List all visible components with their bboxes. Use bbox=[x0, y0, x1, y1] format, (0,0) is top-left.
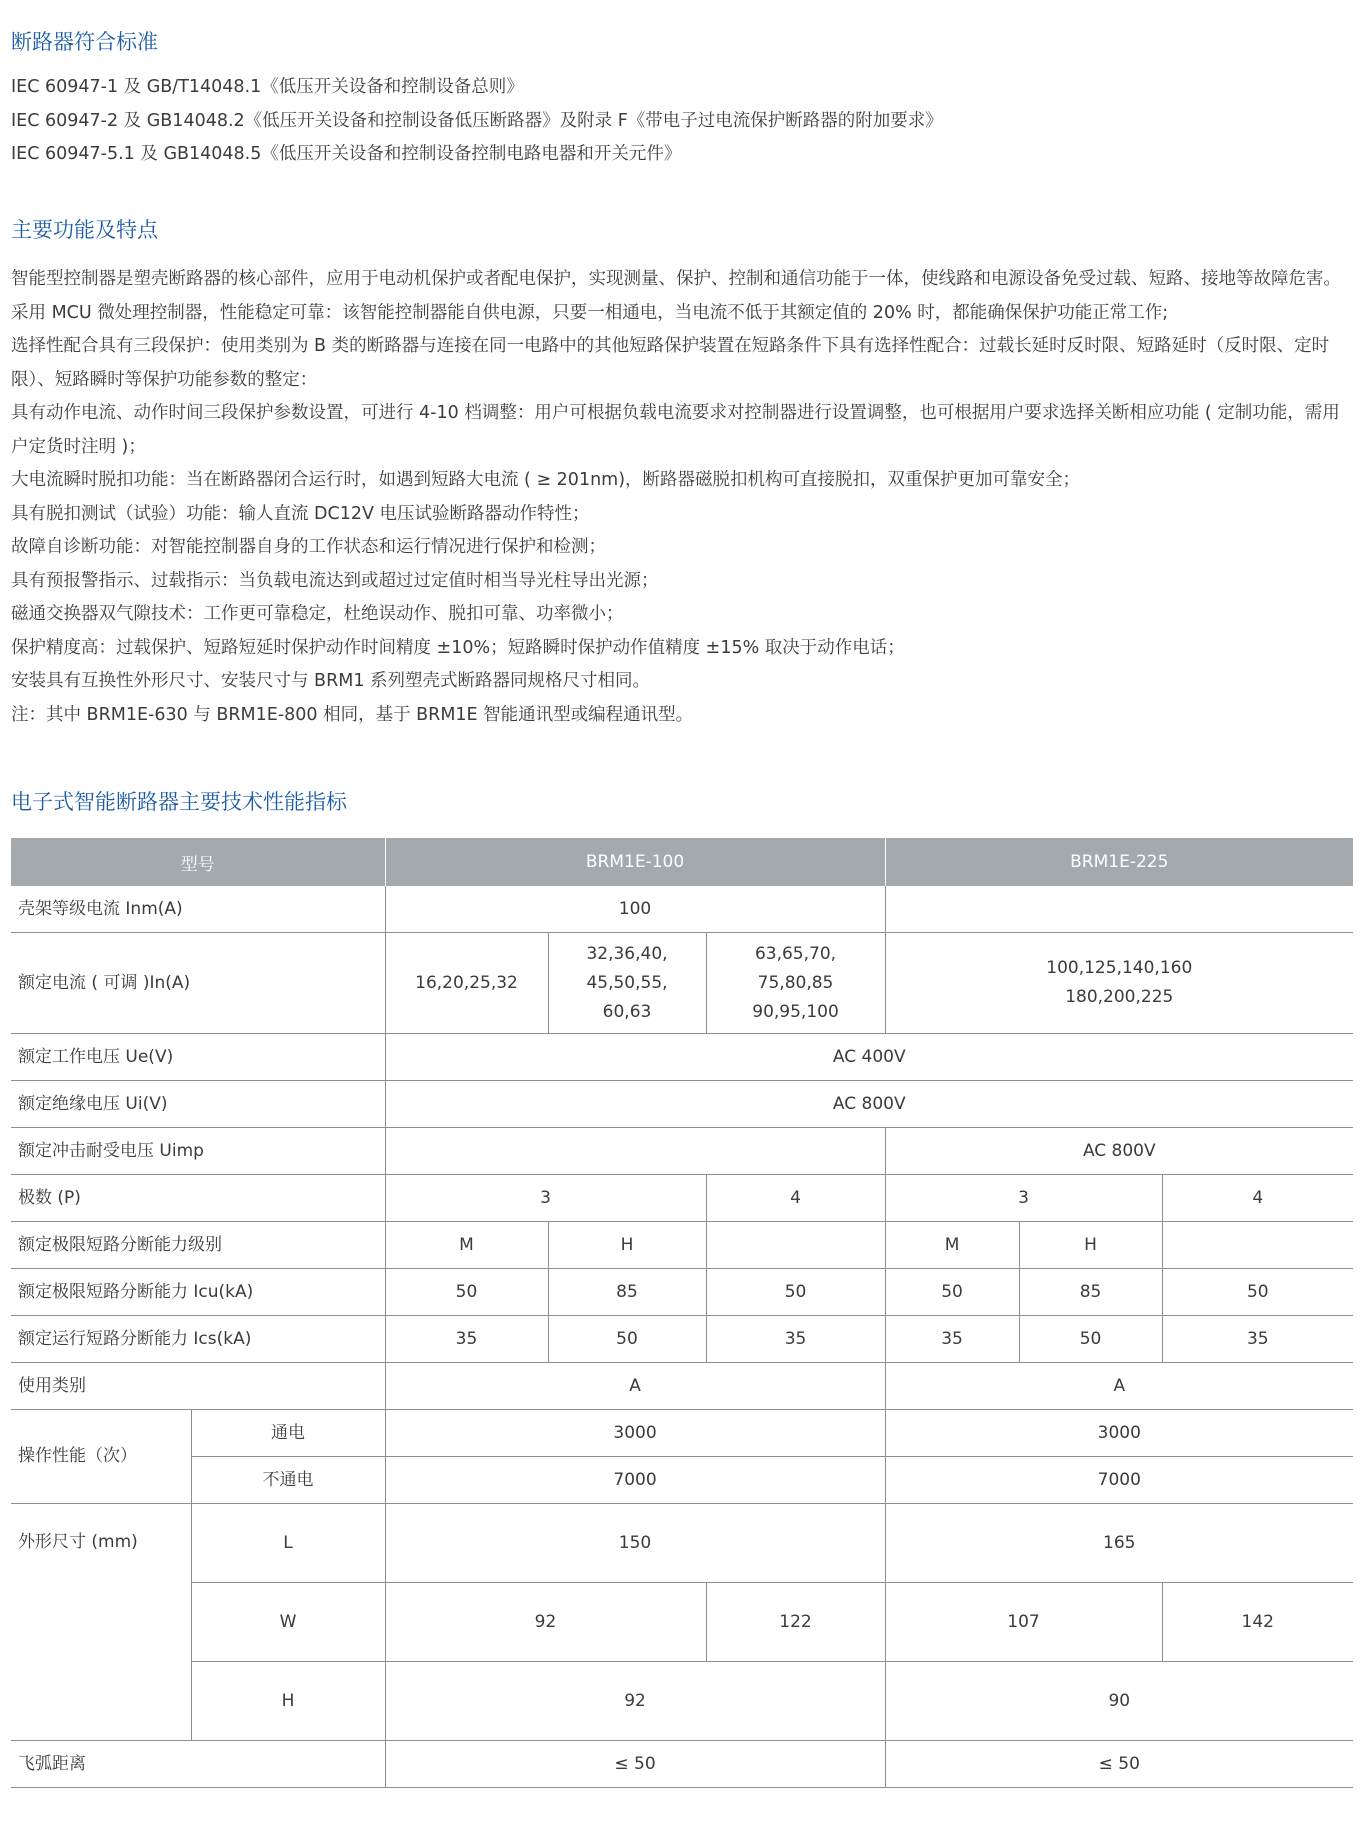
cell-line: 90,95,100 bbox=[752, 1001, 839, 1022]
row-label: 额定工作电压 Ue(V) bbox=[11, 1034, 385, 1081]
cell: 4 bbox=[706, 1175, 885, 1222]
cell: 92 bbox=[385, 1583, 706, 1662]
cell: 3 bbox=[885, 1175, 1162, 1222]
cell-line: 32,36,40, bbox=[586, 943, 668, 964]
cell: 35 bbox=[1162, 1316, 1353, 1363]
cell: 90 bbox=[885, 1662, 1353, 1741]
table-row bbox=[11, 1081, 1353, 1128]
features-list bbox=[11, 263, 1353, 732]
cell-line: 100,125,140,160 bbox=[1046, 958, 1193, 978]
row-label: 额定极限短路分断能力级别 bbox=[11, 1222, 385, 1269]
row-label: 极数 (P) bbox=[11, 1175, 385, 1222]
cell-line: 75,80,85 bbox=[757, 972, 834, 993]
features-heading: 主要功能及特点 bbox=[11, 218, 158, 242]
row-label: 额定绝缘电压 Ui(V) bbox=[11, 1081, 385, 1128]
features-paragraph: 具有脱扣测试（试验）功能：输人直流 DC12V 电压试验断路器动作特性； bbox=[11, 503, 590, 524]
cell bbox=[706, 933, 885, 1034]
table-row bbox=[11, 1175, 1353, 1222]
cell-line: 45,50,55, bbox=[586, 972, 668, 993]
cell: ≤ 50 bbox=[885, 1741, 1353, 1788]
table-row bbox=[11, 1741, 1353, 1788]
table-row bbox=[11, 886, 1353, 933]
cell: AC 800V bbox=[885, 1128, 1353, 1175]
cell: 35 bbox=[706, 1316, 885, 1363]
table-row bbox=[11, 1222, 1353, 1269]
cell bbox=[706, 1222, 885, 1269]
cell: 92 bbox=[385, 1662, 885, 1741]
cell: M bbox=[885, 1222, 1019, 1269]
row-label: 额定电流 ( 可调 )In(A) bbox=[11, 933, 385, 1034]
features-paragraph: 智能型控制器是塑壳断路器的核心部件，应用于电动机保护或者配电保护，实现测量、保护、控制和通信功能于一体，使线路和电源设备免受过载、短路、接地等故障危害。 bbox=[11, 269, 1341, 289]
cell: 50 bbox=[706, 1269, 885, 1316]
header-brm1e-225: BRM1E-225 bbox=[885, 838, 1353, 886]
header-model: 型号 bbox=[11, 838, 385, 886]
cell: 107 bbox=[885, 1583, 1162, 1662]
features-paragraph: 具有预报警指示、过载指示：当负载电流达到或超过过定值时相当导光柱导出光源； bbox=[11, 570, 659, 591]
cell-line: 63,65,70, bbox=[754, 943, 837, 964]
features-paragraph: 选择性配合具有三段保护：使用类别为 B 类的断路器与连接在同一电路中的其他短路保护装置在短路条件下具有选择性配合：过载长延时反时限、短路延时（反时限、定时限）、短路瞬时等保护功能参数的整定： bbox=[11, 336, 1330, 390]
cell: 3 bbox=[385, 1175, 706, 1222]
row-label: 额定极限短路分断能力 Icu(kA) bbox=[11, 1269, 385, 1316]
features-paragraph: 采用 MCU 微处理控制器，性能稳定可靠：该智能控制器能自供电源，只要一相通电，当电流不低于其额定值的 20% 时，都能确保保护功能正常工作; bbox=[11, 302, 1169, 323]
cell: 16,20,25,32 bbox=[385, 933, 548, 1034]
features-paragraph: 安装具有互换性外形尺寸、安装尺寸与 BRM1 系列塑壳式断路器同规格尺寸相同。 bbox=[11, 671, 651, 691]
cell: 50 bbox=[548, 1316, 706, 1363]
row-label: 额定运行短路分断能力 Ics(kA) bbox=[11, 1316, 385, 1363]
standards-line: IEC 60947-2 及 GB14048.2《低压开关设备和控制设备低压断路器》及附录 F《带电子过电流保护断路器的附加要求》 bbox=[11, 110, 943, 131]
sub-label: 通电 bbox=[191, 1410, 385, 1457]
table-row bbox=[11, 1363, 1353, 1410]
features-paragraph: 故障自诊断功能：对智能控制器自身的工作状态和运行情况进行保护和检测； bbox=[11, 537, 606, 557]
spec-table bbox=[11, 838, 1353, 1788]
cell: ≤ 50 bbox=[385, 1741, 885, 1788]
cell: 4 bbox=[1162, 1175, 1353, 1222]
cell: AC 400V bbox=[385, 1034, 1353, 1081]
table-row bbox=[11, 1034, 1353, 1081]
row-label: 壳架等级电流 Inm(A) bbox=[11, 886, 385, 933]
features-paragraph: 注：其中 BRM1E-630 与 BRM1E-800 相同，基于 BRM1E 智能通讯型或编程通讯型。 bbox=[11, 704, 694, 725]
cell: 7000 bbox=[385, 1457, 885, 1504]
cell bbox=[885, 933, 1353, 1034]
cell: M bbox=[385, 1222, 548, 1269]
cell bbox=[548, 933, 706, 1034]
table-row bbox=[11, 1316, 1353, 1363]
cell: 122 bbox=[706, 1583, 885, 1662]
cell: H bbox=[1019, 1222, 1162, 1269]
row-label: 外形尺寸 (mm) bbox=[11, 1504, 191, 1741]
sub-label: W bbox=[191, 1583, 385, 1662]
row-label: 飞弧距离 bbox=[11, 1741, 385, 1788]
cell: 3000 bbox=[885, 1410, 1353, 1457]
cell: A bbox=[885, 1363, 1353, 1410]
cell: H bbox=[548, 1222, 706, 1269]
features-paragraph: 大电流瞬时脱扣功能：当在断路器闭合运行时，如遇到短路大电流 ( ≥ 201nm)，断路器磁脱扣机构可直接脱扣，双重保护更加可靠安全； bbox=[11, 470, 1081, 490]
cell: 3000 bbox=[385, 1410, 885, 1457]
table-row bbox=[11, 933, 1353, 1034]
standards-line: IEC 60947-1 及 GB/T14048.1《低压开关设备和控制设备总则》 bbox=[11, 77, 524, 97]
cell bbox=[1162, 1222, 1353, 1269]
table-row bbox=[11, 1410, 1353, 1457]
standards-heading: 断路器符合标准 bbox=[11, 30, 158, 54]
table-row bbox=[11, 1504, 1353, 1583]
features-paragraph: 磁通交换器双气隙技术：工作更可靠稳定，杜绝误动作、脱扣可靠、功率微小； bbox=[11, 604, 624, 624]
cell: AC 800V bbox=[385, 1081, 1353, 1128]
cell: 142 bbox=[1162, 1583, 1353, 1662]
spec-heading: 电子式智能断路器主要技术性能指标 bbox=[11, 790, 347, 814]
cell bbox=[385, 1128, 885, 1175]
table-row bbox=[11, 1662, 1353, 1741]
table-row bbox=[11, 1583, 1353, 1662]
row-label: 额定冲击耐受电压 Uimp bbox=[11, 1128, 385, 1175]
cell: 100 bbox=[385, 886, 885, 933]
cell: 50 bbox=[1162, 1269, 1353, 1316]
cell: 50 bbox=[1019, 1316, 1162, 1363]
table-row bbox=[11, 1457, 1353, 1504]
sub-label: 不通电 bbox=[191, 1457, 385, 1504]
features-paragraph: 保护精度高：过载保护、短路短延时保护动作时间精度 ±10%；短路瞬时保护动作值精度 ±15% 取决于动作电话； bbox=[11, 637, 905, 658]
sub-label: H bbox=[191, 1662, 385, 1741]
cell: A bbox=[385, 1363, 885, 1410]
cell-line: 180,200,225 bbox=[1065, 987, 1174, 1007]
row-label: 操作性能（次） bbox=[11, 1410, 191, 1504]
cell: 85 bbox=[548, 1269, 706, 1316]
cell: 7000 bbox=[885, 1457, 1353, 1504]
standards-list bbox=[11, 71, 1353, 172]
cell bbox=[885, 886, 1353, 933]
sub-label: L bbox=[191, 1504, 385, 1583]
cell-line: 60,63 bbox=[602, 1001, 652, 1022]
header-brm1e-100: BRM1E-100 bbox=[385, 838, 885, 886]
table-row bbox=[11, 1269, 1353, 1316]
table-header-row bbox=[11, 838, 1353, 886]
cell: 150 bbox=[385, 1504, 885, 1583]
cell: 50 bbox=[385, 1269, 548, 1316]
cell: 35 bbox=[385, 1316, 548, 1363]
cell: 50 bbox=[885, 1269, 1019, 1316]
row-label: 使用类别 bbox=[11, 1363, 385, 1410]
standards-line: IEC 60947-5.1 及 GB14048.5《低压开关设备和控制设备控制电路电器和开关元件》 bbox=[11, 144, 682, 164]
cell: 35 bbox=[885, 1316, 1019, 1363]
cell: 85 bbox=[1019, 1269, 1162, 1316]
table-row bbox=[11, 1128, 1353, 1175]
cell: 165 bbox=[885, 1504, 1353, 1583]
features-paragraph: 具有动作电流、动作时间三段保护参数设置，可进行 4-10 档调整：用户可根据负载电流要求对控制器进行设置调整，也可根据用户要求选择关断相应功能 ( 定制功能，需用户定货时注明 )； bbox=[11, 403, 1340, 457]
